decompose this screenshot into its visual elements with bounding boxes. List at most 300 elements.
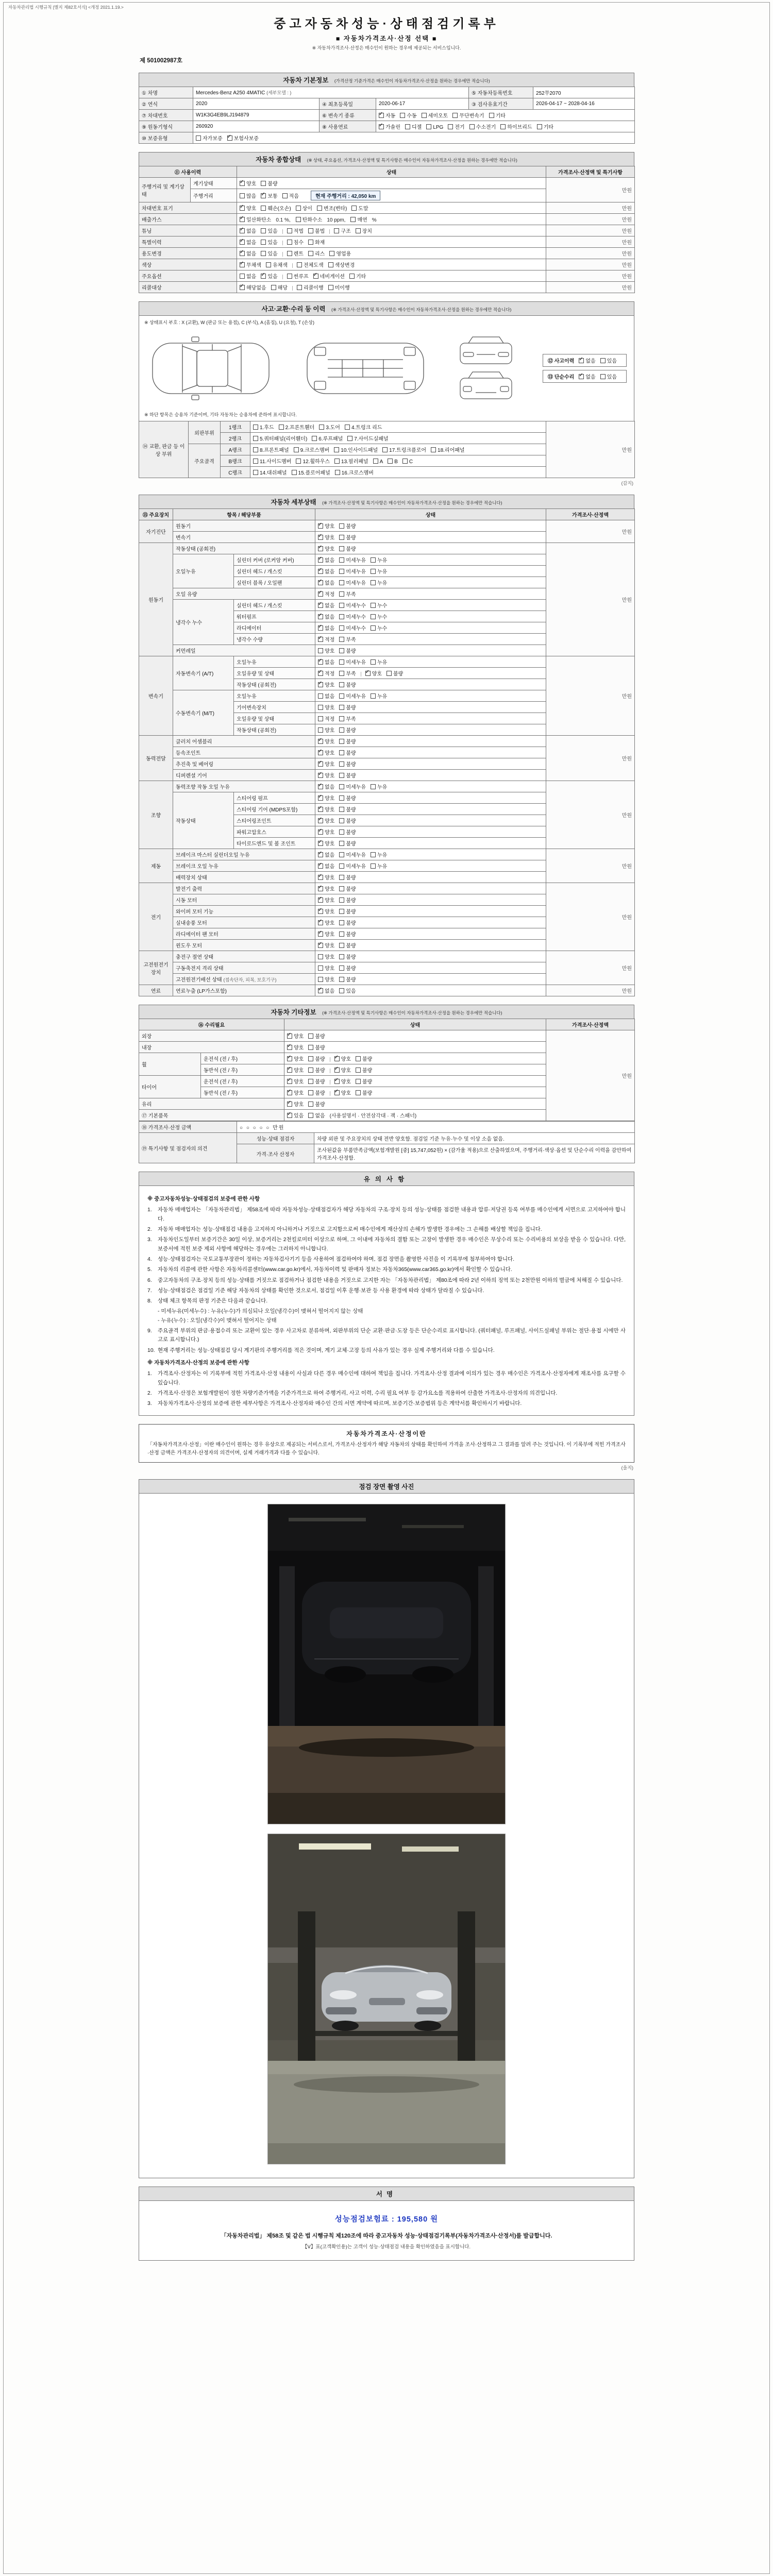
option-label: 누유 — [377, 558, 388, 564]
checkbox[interactable] — [600, 374, 606, 379]
checkbox[interactable] — [339, 841, 344, 846]
item-note: (접속단자, 피복, 보호기구) — [223, 977, 277, 982]
checkbox[interactable] — [318, 807, 323, 812]
checkbox[interactable] — [287, 274, 292, 279]
checkbox[interactable] — [287, 1033, 292, 1039]
part-label: 오일누유 — [234, 690, 315, 702]
item-text: 중고자동차의 구조·장치 등의 성능·상태를 거짓으로 점검하거나 점검한 내용을 거짓으로 고지한 자는 「자동차관리법」 제80조에 따라 2년 이하의 징역 또는 2천만원 이하의 벌금에 처해질 수 있습니다. — [158, 1277, 623, 1283]
checkbox[interactable] — [339, 863, 344, 869]
checkbox[interactable] — [287, 1101, 292, 1107]
option-label: 4.트렁크 리드 — [351, 425, 382, 431]
checkbox[interactable] — [318, 897, 323, 903]
option — [339, 930, 356, 938]
checkbox[interactable] — [282, 193, 288, 198]
checkbox[interactable] — [371, 852, 376, 857]
checkbox[interactable] — [339, 637, 344, 642]
option-label: 양호 — [325, 875, 335, 881]
checkbox[interactable] — [328, 285, 333, 290]
checkbox[interactable] — [318, 773, 323, 778]
checkbox[interactable] — [287, 251, 292, 256]
checkbox[interactable] — [349, 274, 355, 279]
checkbox[interactable] — [308, 1067, 313, 1073]
checkbox[interactable] — [339, 682, 344, 687]
table-row — [139, 178, 635, 189]
part-label: 실린더 헤드 / 개스킷 — [234, 600, 315, 611]
row-label: 주행거리 및 계기상태 — [139, 178, 191, 202]
checkbox[interactable] — [240, 274, 245, 279]
checkbox[interactable] — [287, 1045, 292, 1050]
item-number: 2. — [147, 1226, 152, 1232]
checkbox[interactable] — [339, 954, 344, 959]
option — [431, 446, 465, 453]
option — [313, 272, 345, 280]
checkbox[interactable] — [253, 436, 258, 441]
price-cell: 만원 — [546, 656, 635, 736]
table-row — [139, 214, 635, 225]
checkbox[interactable] — [287, 1079, 292, 1084]
checkbox[interactable] — [339, 773, 344, 778]
option-label: 불량 — [346, 762, 356, 768]
checkbox[interactable] — [318, 705, 323, 710]
checkbox[interactable] — [318, 920, 323, 925]
checkbox[interactable] — [319, 425, 324, 430]
checkbox[interactable] — [350, 217, 356, 222]
checkbox[interactable] — [339, 569, 344, 574]
checkbox[interactable] — [308, 251, 313, 256]
checkbox[interactable] — [318, 852, 323, 857]
checkbox[interactable] — [500, 124, 506, 129]
checkbox[interactable] — [373, 459, 378, 464]
checkbox[interactable] — [334, 1090, 340, 1095]
checkbox[interactable] — [335, 470, 340, 475]
checkbox[interactable] — [318, 886, 323, 891]
checkbox[interactable] — [426, 124, 431, 129]
checkbox[interactable] — [579, 358, 584, 363]
checkbox[interactable] — [240, 217, 245, 222]
checkbox[interactable] — [318, 750, 323, 755]
checkbox[interactable] — [334, 228, 339, 233]
checkbox[interactable] — [261, 228, 266, 233]
checkbox[interactable] — [318, 591, 323, 597]
table-row — [139, 656, 635, 668]
field-value: 2020-06-17 — [376, 98, 469, 110]
checkbox[interactable] — [339, 795, 344, 801]
option — [308, 238, 325, 246]
checkbox[interactable] — [296, 217, 301, 222]
row-label: 용도변경 — [139, 248, 237, 259]
checkbox[interactable] — [339, 523, 344, 529]
checkbox[interactable] — [318, 863, 323, 869]
checkbox[interactable] — [312, 436, 317, 441]
checkbox[interactable] — [318, 977, 323, 982]
checkbox[interactable] — [339, 727, 344, 733]
checkbox[interactable] — [356, 228, 361, 233]
checkbox[interactable] — [489, 113, 494, 118]
option-label: 화재 — [315, 240, 325, 246]
checkbox[interactable] — [318, 841, 323, 846]
checkbox[interactable] — [279, 425, 284, 430]
checkbox[interactable] — [308, 1056, 313, 1061]
option-label: 18.리어패널 — [438, 448, 465, 453]
checkbox[interactable] — [339, 943, 344, 948]
checkbox[interactable] — [339, 591, 344, 597]
option — [296, 215, 323, 223]
field-options — [193, 132, 635, 144]
option — [318, 715, 334, 722]
checkbox[interactable] — [371, 569, 376, 574]
checkbox[interactable] — [287, 1090, 292, 1095]
item-label: 시동 모터 — [173, 894, 315, 906]
option — [227, 134, 259, 142]
checkbox[interactable] — [318, 784, 323, 789]
checkbox[interactable] — [600, 358, 606, 363]
checkbox[interactable] — [448, 124, 453, 129]
state-cell — [237, 225, 546, 236]
checkbox[interactable] — [318, 954, 323, 959]
option-label: 유채색 — [273, 263, 288, 268]
option-label: 13.필러패널 — [341, 459, 368, 465]
checkbox[interactable] — [240, 251, 245, 256]
checkbox[interactable] — [339, 852, 344, 857]
option — [371, 579, 387, 586]
checkbox[interactable] — [386, 671, 392, 676]
checkbox[interactable] — [308, 1033, 313, 1039]
checkbox[interactable] — [318, 659, 323, 665]
checkbox[interactable] — [261, 251, 266, 256]
table-row — [139, 736, 635, 747]
option-label: 9.크로스멤버 — [300, 448, 330, 453]
checkbox[interactable] — [318, 523, 323, 529]
checkbox[interactable] — [371, 580, 376, 585]
checkbox[interactable] — [334, 1067, 340, 1073]
option-label: 7.사이드실패널 — [354, 436, 389, 442]
checkbox[interactable] — [339, 965, 344, 971]
state-cell — [315, 758, 546, 770]
checkbox[interactable] — [339, 625, 344, 631]
option — [308, 1100, 325, 1108]
checkbox[interactable] — [318, 727, 323, 733]
checkbox[interactable] — [379, 113, 384, 118]
checkbox[interactable] — [379, 124, 384, 129]
checkbox[interactable] — [318, 603, 323, 608]
checkbox[interactable] — [297, 262, 302, 267]
checkbox[interactable] — [339, 693, 344, 699]
option — [339, 726, 356, 734]
option-label: 양호 — [325, 943, 335, 949]
checkbox[interactable] — [365, 671, 371, 676]
checkbox[interactable] — [318, 682, 323, 687]
checkbox[interactable] — [287, 228, 292, 233]
checkbox[interactable] — [402, 459, 408, 464]
option-label: 없음 — [585, 375, 596, 380]
checkbox[interactable] — [339, 535, 344, 540]
checkbox[interactable] — [334, 1079, 340, 1084]
notice-box — [139, 1185, 634, 1416]
checkbox[interactable] — [227, 135, 232, 141]
checkbox[interactable] — [318, 580, 323, 585]
checkbox[interactable] — [318, 648, 323, 653]
checkbox[interactable] — [356, 1056, 361, 1061]
item-label: 클러치 어셈블리 — [173, 736, 315, 747]
checkbox[interactable] — [371, 693, 376, 699]
checkbox[interactable] — [240, 206, 245, 211]
option-label: 양호 — [294, 1079, 304, 1085]
checkbox[interactable] — [345, 425, 350, 430]
checkbox[interactable] — [339, 977, 344, 982]
state-cell — [315, 940, 546, 951]
checkbox[interactable] — [334, 447, 339, 452]
state-cell — [315, 724, 546, 736]
checkbox[interactable] — [240, 262, 245, 267]
checkbox[interactable] — [261, 181, 266, 186]
checkbox[interactable] — [318, 716, 323, 721]
table-row — [139, 248, 635, 259]
checkbox[interactable] — [318, 557, 323, 563]
checkbox[interactable] — [287, 240, 292, 245]
checkbox[interactable] — [339, 739, 344, 744]
table-row — [139, 270, 635, 282]
checkbox[interactable] — [296, 206, 301, 211]
definition-box — [139, 1424, 634, 1463]
option-label: 양호 — [325, 796, 335, 802]
checkbox[interactable] — [339, 920, 344, 925]
checkbox[interactable] — [240, 285, 245, 290]
option — [318, 794, 334, 802]
checkbox[interactable] — [308, 240, 313, 245]
checkbox[interactable] — [318, 761, 323, 767]
inline-value: 10 ppm, — [327, 217, 346, 223]
checkbox[interactable] — [240, 193, 245, 198]
checkbox[interactable] — [356, 1079, 361, 1084]
checkbox[interactable] — [371, 603, 376, 608]
checkbox[interactable] — [329, 251, 334, 256]
checkbox[interactable] — [271, 285, 276, 290]
checkbox[interactable] — [371, 659, 376, 665]
checkbox[interactable] — [308, 228, 313, 233]
checkbox[interactable] — [318, 818, 323, 823]
option — [339, 953, 356, 960]
checkbox[interactable] — [469, 124, 475, 129]
checkbox[interactable] — [334, 1056, 340, 1061]
overall-state-table — [139, 166, 635, 293]
checkbox[interactable] — [292, 470, 297, 475]
option-label: 불량 — [346, 898, 356, 904]
checkbox[interactable] — [287, 1113, 292, 1118]
checkbox[interactable] — [339, 671, 344, 676]
checkbox[interactable] — [339, 807, 344, 812]
checkbox[interactable] — [308, 1113, 313, 1118]
checkbox[interactable] — [371, 614, 376, 619]
option-label: 미세누유 — [346, 558, 366, 564]
checkbox[interactable] — [261, 206, 266, 211]
checkbox[interactable] — [308, 1045, 313, 1050]
checkbox[interactable] — [422, 113, 427, 118]
checkbox[interactable] — [334, 459, 340, 464]
option-label: 없음 — [325, 660, 335, 666]
checkbox[interactable] — [294, 447, 299, 452]
checkbox[interactable] — [339, 716, 344, 721]
checkbox[interactable] — [347, 436, 352, 441]
option — [452, 111, 484, 119]
checkbox[interactable] — [261, 274, 266, 279]
checkbox[interactable] — [356, 1067, 361, 1073]
option-label: 양호 — [325, 955, 335, 960]
checkbox[interactable] — [405, 124, 410, 129]
option-label: 불량 — [315, 1091, 325, 1096]
checkbox[interactable] — [318, 693, 323, 699]
history-flag — [543, 370, 627, 383]
option-label: 가솔린 — [385, 125, 400, 130]
checkbox[interactable] — [579, 374, 584, 379]
part-rank: 2랭크 — [221, 433, 250, 444]
checkbox[interactable] — [388, 459, 393, 464]
checkbox[interactable] — [339, 705, 344, 710]
checkbox[interactable] — [371, 784, 376, 789]
checkbox[interactable] — [318, 625, 323, 631]
option-label: 없음 — [246, 251, 257, 257]
checkbox[interactable] — [318, 931, 323, 937]
option-label: 불량 — [346, 966, 356, 972]
checkbox[interactable] — [317, 206, 322, 211]
option — [318, 692, 334, 700]
checkbox[interactable] — [318, 988, 323, 993]
checkbox[interactable] — [339, 829, 344, 835]
checkbox[interactable] — [196, 135, 201, 141]
inspection-photo-lift — [267, 1834, 506, 2164]
checkbox[interactable] — [318, 671, 323, 676]
option — [271, 283, 288, 291]
checkbox[interactable] — [240, 240, 245, 245]
page-marker: (을지) — [621, 1465, 633, 1470]
section-inspection-photos — [139, 1479, 634, 2178]
checkbox[interactable] — [371, 863, 376, 869]
state-cell — [315, 554, 546, 566]
option — [318, 681, 334, 688]
checkbox[interactable] — [431, 447, 436, 452]
checkbox[interactable] — [371, 625, 376, 631]
option-label: 미세누수 — [346, 626, 366, 632]
checkbox[interactable] — [339, 909, 344, 914]
checkbox[interactable] — [339, 603, 344, 608]
option — [402, 459, 413, 465]
checkbox[interactable] — [253, 470, 258, 475]
checkbox[interactable] — [339, 761, 344, 767]
checkbox[interactable] — [328, 262, 333, 267]
checkbox[interactable] — [318, 569, 323, 574]
checkbox[interactable] — [339, 648, 344, 653]
checkbox[interactable] — [339, 931, 344, 937]
checkbox[interactable] — [266, 262, 271, 267]
item-label: 유리 — [139, 1098, 284, 1110]
checkbox[interactable] — [339, 614, 344, 619]
checkbox[interactable] — [339, 750, 344, 755]
option — [318, 817, 334, 824]
checkbox[interactable] — [339, 580, 344, 585]
checkbox[interactable] — [318, 637, 323, 642]
option — [339, 556, 366, 564]
item-text: 자동차인도일부터 보증기간은 30일 이상, 보증거리는 2천킬로미터 이상으로 하며, 그 이내에 자동차의 결함 또는 고장이 발생한 경우 매수인은 무상수리 또는 수리비용의 보상을 받을 수 있습니다. 다만, 보증서에 적힌 보증 제외 사항에 해당하는 경우에는 그러하지 아니합니다. — [158, 1236, 626, 1252]
checkbox[interactable] — [339, 818, 344, 823]
checkbox[interactable] — [318, 614, 323, 619]
checkbox[interactable] — [240, 228, 245, 233]
option-label: 불량 — [346, 751, 356, 756]
checkbox[interactable] — [537, 124, 542, 129]
checkbox[interactable] — [318, 875, 323, 880]
checkbox[interactable] — [382, 447, 388, 452]
option — [317, 204, 347, 212]
checkbox[interactable] — [318, 909, 323, 914]
option-label: 불량 — [346, 524, 356, 530]
checkbox[interactable] — [318, 829, 323, 835]
checkbox[interactable] — [318, 795, 323, 801]
option — [339, 896, 356, 904]
item-text: 성능·상태점검자는 국토교통부장관이 정하는 자동차검사기기 등을 사용하여 점검하여야 하며, 점검 장면을 촬영한 사진을 이 기록부에 첨부하여야 합니다. — [158, 1256, 515, 1262]
option — [400, 111, 416, 119]
section-basic-info — [139, 73, 634, 144]
checkbox[interactable] — [318, 739, 323, 744]
option — [318, 828, 334, 836]
checkbox[interactable] — [356, 1090, 361, 1095]
checkbox[interactable] — [308, 1090, 313, 1095]
checkbox[interactable] — [339, 875, 344, 880]
checkbox[interactable] — [313, 274, 318, 279]
device-group: 변속기 — [139, 656, 173, 736]
checkbox[interactable] — [339, 897, 344, 903]
checkbox[interactable] — [261, 193, 266, 198]
state-cell — [315, 645, 546, 656]
checkbox[interactable] — [318, 546, 323, 551]
checkbox[interactable] — [287, 1056, 292, 1061]
option — [318, 862, 334, 870]
item-label: 내장 — [139, 1042, 284, 1053]
option-label: 무단변속기 — [459, 113, 484, 119]
checkbox[interactable] — [261, 240, 266, 245]
table-row — [139, 121, 635, 132]
inline-value: 0.1 %, — [276, 217, 291, 223]
checkbox[interactable] — [339, 988, 344, 993]
option-label: 기타 — [495, 113, 506, 119]
item-label: 디퍼렌셜 기어 — [173, 770, 315, 781]
checkbox[interactable] — [253, 447, 258, 452]
checkbox[interactable] — [308, 1079, 313, 1084]
checkbox[interactable] — [339, 557, 344, 563]
checkbox[interactable] — [339, 659, 344, 665]
checkbox[interactable] — [371, 557, 376, 563]
checkbox[interactable] — [452, 113, 458, 118]
checkbox[interactable] — [253, 459, 258, 464]
checkbox[interactable] — [339, 886, 344, 891]
checkbox[interactable] — [240, 181, 245, 186]
checkbox[interactable] — [318, 535, 323, 540]
checkbox[interactable] — [339, 546, 344, 551]
option-label: 하이브리드 — [507, 125, 532, 130]
item-number: 3. — [147, 1236, 152, 1243]
checkbox[interactable] — [297, 285, 302, 290]
checkbox[interactable] — [339, 784, 344, 789]
checkbox[interactable] — [318, 965, 323, 971]
option-label: 14.대쉬패널 — [260, 470, 287, 476]
checkbox[interactable] — [253, 425, 258, 430]
checkbox[interactable] — [308, 1101, 313, 1107]
option-label: 양호 — [341, 1068, 351, 1074]
option — [371, 692, 387, 700]
checkbox[interactable] — [287, 1067, 292, 1073]
checkbox[interactable] — [296, 459, 301, 464]
checkbox[interactable] — [318, 943, 323, 948]
checkbox[interactable] — [351, 206, 357, 211]
notice-item — [147, 1265, 626, 1274]
checkbox[interactable] — [400, 113, 405, 118]
